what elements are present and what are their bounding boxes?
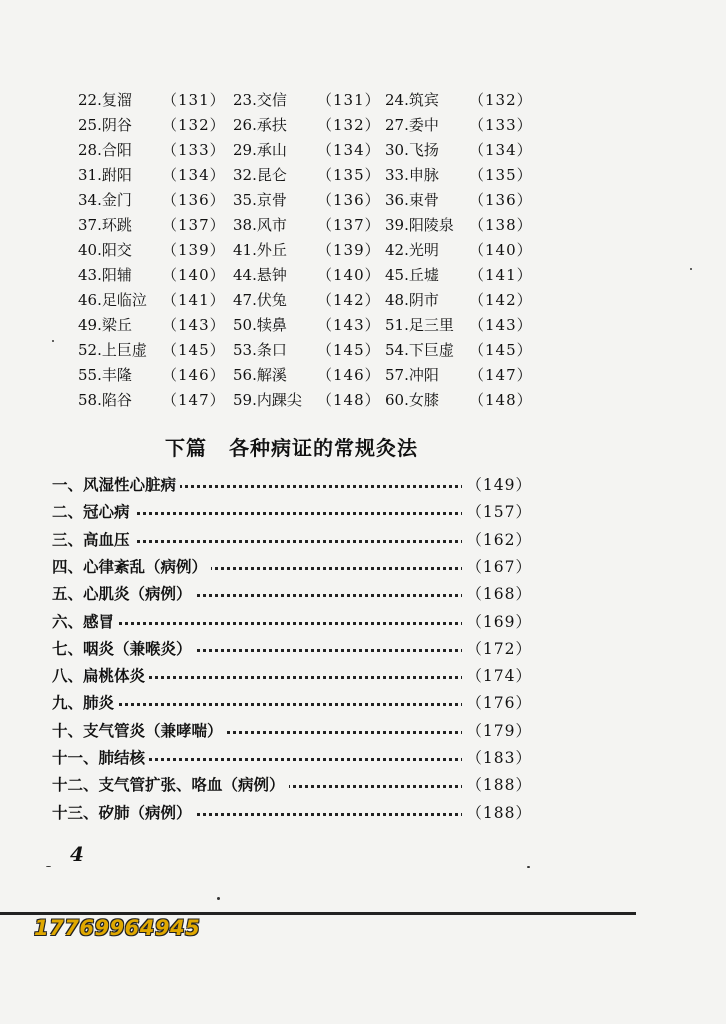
point-name: 23.交信 — [233, 91, 287, 109]
section-title-text: 各种病证的常规灸法 — [229, 436, 418, 460]
point-name: 56.解溪 — [233, 366, 287, 384]
point-row — [78, 288, 538, 313]
toc-entry — [52, 499, 532, 526]
point-page-ref: （142） — [469, 291, 533, 309]
point-page-ref: （139） — [162, 241, 226, 259]
scan-speck — [690, 268, 692, 270]
toc-entry-title: 八、扁桃体炎 — [52, 663, 149, 690]
point-page-ref: （145） — [317, 341, 381, 359]
point-name: 59.内踝尖 — [233, 391, 302, 409]
toc-page-number: （188） — [462, 772, 532, 799]
point-page-ref: （135） — [317, 166, 381, 184]
point-page-ref: （138） — [469, 216, 533, 234]
scan-speck — [52, 340, 54, 342]
point-page-ref: （143） — [317, 316, 381, 334]
toc-page-number: （172） — [462, 636, 532, 663]
point-page-ref: （141） — [162, 291, 226, 309]
point-row — [78, 363, 538, 388]
point-name: 24.筑宾 — [385, 91, 439, 109]
point-row — [78, 388, 538, 413]
point-page-ref: （147） — [162, 391, 226, 409]
point-name: 44.悬钟 — [233, 266, 287, 284]
toc-dot-leader — [112, 622, 464, 625]
toc-entry-title: 二、冠心病 — [52, 499, 134, 526]
toc-page-number: （167） — [462, 554, 532, 581]
point-name: 58.陷谷 — [78, 391, 132, 409]
point-page-ref: （136） — [162, 191, 226, 209]
point-page-ref: （148） — [317, 391, 381, 409]
scan-speck — [46, 866, 51, 867]
point-name: 42.光明 — [385, 241, 439, 259]
section-part-label: 下篇 — [165, 436, 207, 460]
point-name: 25.阴谷 — [78, 116, 132, 134]
point-row — [78, 88, 538, 113]
scan-speck — [527, 866, 530, 868]
point-name: 37.环跳 — [78, 216, 132, 234]
toc-entry-title: 三、高血压 — [52, 527, 134, 554]
point-page-ref: （143） — [162, 316, 226, 334]
page-number: 4 — [70, 842, 84, 866]
point-name: 40.阳交 — [78, 241, 132, 259]
point-name: 36.束骨 — [385, 191, 439, 209]
toc-entry-title: 十一、肺结核 — [52, 745, 149, 772]
point-name: 29.承山 — [233, 141, 287, 159]
point-page-ref: （137） — [317, 216, 381, 234]
toc-entry-title: 七、咽炎（兼喉炎） — [52, 636, 196, 663]
toc-entry — [52, 527, 532, 554]
point-row — [78, 263, 538, 288]
point-page-ref: （132） — [317, 116, 381, 134]
point-page-ref: （146） — [317, 366, 381, 384]
point-page-ref: （135） — [469, 166, 533, 184]
toc-page-number: （168） — [462, 581, 532, 608]
point-page-ref: （143） — [469, 316, 533, 334]
point-page-ref: （134） — [469, 141, 533, 159]
point-row — [78, 338, 538, 363]
point-name: 27.委中 — [385, 116, 439, 134]
point-row — [78, 313, 538, 338]
toc-entry-title: 十三、矽肺（病例） — [52, 800, 196, 827]
point-name: 57.冲阳 — [385, 366, 439, 384]
toc-dot-leader — [112, 512, 464, 515]
toc-entry — [52, 772, 532, 799]
point-row — [78, 138, 538, 163]
toc-entry — [52, 800, 532, 827]
point-page-ref: （131） — [317, 91, 381, 109]
toc-entry — [52, 609, 532, 636]
point-name: 47.伏兔 — [233, 291, 287, 309]
phone-watermark: 17769964945 — [34, 916, 201, 940]
point-page-ref: （145） — [469, 341, 533, 359]
point-name: 38.风市 — [233, 216, 287, 234]
point-row — [78, 213, 538, 238]
point-name: 31.跗阳 — [78, 166, 132, 184]
toc-dot-leader — [112, 540, 464, 543]
point-name: 33.申脉 — [385, 166, 439, 184]
toc-dot-leader — [112, 676, 464, 679]
point-name: 51.足三里 — [385, 316, 454, 334]
point-page-ref: （131） — [162, 91, 226, 109]
point-page-ref: （133） — [162, 141, 226, 159]
point-name: 26.承扶 — [233, 116, 287, 134]
toc-entry-title: 六、感冒 — [52, 609, 118, 636]
toc-entry-title: 一、风湿性心脏病 — [52, 472, 180, 499]
point-page-ref: （140） — [162, 266, 226, 284]
point-name: 45.丘墟 — [385, 266, 439, 284]
toc-entry — [52, 472, 532, 499]
toc-entry — [52, 581, 532, 608]
point-name: 43.阳辅 — [78, 266, 132, 284]
point-name: 22.复溜 — [78, 91, 132, 109]
point-name: 35.京骨 — [233, 191, 287, 209]
toc-dot-leader — [112, 703, 464, 706]
toc-entry — [52, 690, 532, 717]
point-row — [78, 113, 538, 138]
point-name: 48.阴市 — [385, 291, 439, 309]
toc-page-number: （162） — [462, 527, 532, 554]
toc-entry — [52, 745, 532, 772]
toc-entry — [52, 663, 532, 690]
point-name: 55.丰隆 — [78, 366, 132, 384]
toc-dot-leader — [112, 758, 464, 761]
point-page-ref: （145） — [162, 341, 226, 359]
toc-page-number: （179） — [462, 718, 532, 745]
scan-speck — [217, 897, 220, 900]
toc-entry — [52, 718, 532, 745]
point-page-ref: （146） — [162, 366, 226, 384]
point-name: 50.犊鼻 — [233, 316, 287, 334]
toc-page-number: （157） — [462, 499, 532, 526]
scan-border-line — [0, 912, 636, 915]
toc-page-number: （174） — [462, 663, 532, 690]
point-page-ref: （133） — [469, 116, 533, 134]
point-row — [78, 163, 538, 188]
toc-entry — [52, 554, 532, 581]
toc-page-number: （176） — [462, 690, 532, 717]
toc-entry-title: 九、肺炎 — [52, 690, 118, 717]
point-name: 32.昆仑 — [233, 166, 287, 184]
point-page-ref: （148） — [469, 391, 533, 409]
toc-entry-title: 四、心律紊乱（病例） — [52, 554, 211, 581]
point-page-ref: （142） — [317, 291, 381, 309]
point-page-ref: （132） — [162, 116, 226, 134]
toc-page-number: （169） — [462, 609, 532, 636]
point-row — [78, 188, 538, 213]
point-page-ref: （139） — [317, 241, 381, 259]
point-name: 49.梁丘 — [78, 316, 132, 334]
toc-page-number: （188） — [462, 800, 532, 827]
point-name: 30.飞扬 — [385, 141, 439, 159]
point-name: 34.金门 — [78, 191, 132, 209]
toc-entry-title: 十、支气管炎（兼哮喘） — [52, 718, 227, 745]
toc-entry-title: 十二、支气管扩张、咯血（病例） — [52, 772, 289, 799]
point-page-ref: （132） — [469, 91, 533, 109]
point-name: 52.上巨虚 — [78, 341, 147, 359]
point-row — [78, 238, 538, 263]
toc-entry — [52, 636, 532, 663]
point-name: 54.下巨虚 — [385, 341, 454, 359]
point-name: 39.阳陵泉 — [385, 216, 454, 234]
point-page-ref: （136） — [317, 191, 381, 209]
toc-page-number: （149） — [462, 472, 532, 499]
toc-entry-title: 五、心肌炎（病例） — [52, 581, 196, 608]
point-page-ref: （147） — [469, 366, 533, 384]
point-name: 60.女膝 — [385, 391, 439, 409]
point-page-ref: （134） — [162, 166, 226, 184]
point-page-ref: （134） — [317, 141, 381, 159]
section-heading — [165, 432, 418, 461]
point-name: 53.条口 — [233, 341, 287, 359]
point-page-ref: （137） — [162, 216, 226, 234]
point-name: 41.外丘 — [233, 241, 287, 259]
toc-page-number: （183） — [462, 745, 532, 772]
point-page-ref: （140） — [469, 241, 533, 259]
point-name: 28.合阳 — [78, 141, 132, 159]
point-name: 46.足临泣 — [78, 291, 147, 309]
point-page-ref: （141） — [469, 266, 533, 284]
point-page-ref: （136） — [469, 191, 533, 209]
point-page-ref: （140） — [317, 266, 381, 284]
